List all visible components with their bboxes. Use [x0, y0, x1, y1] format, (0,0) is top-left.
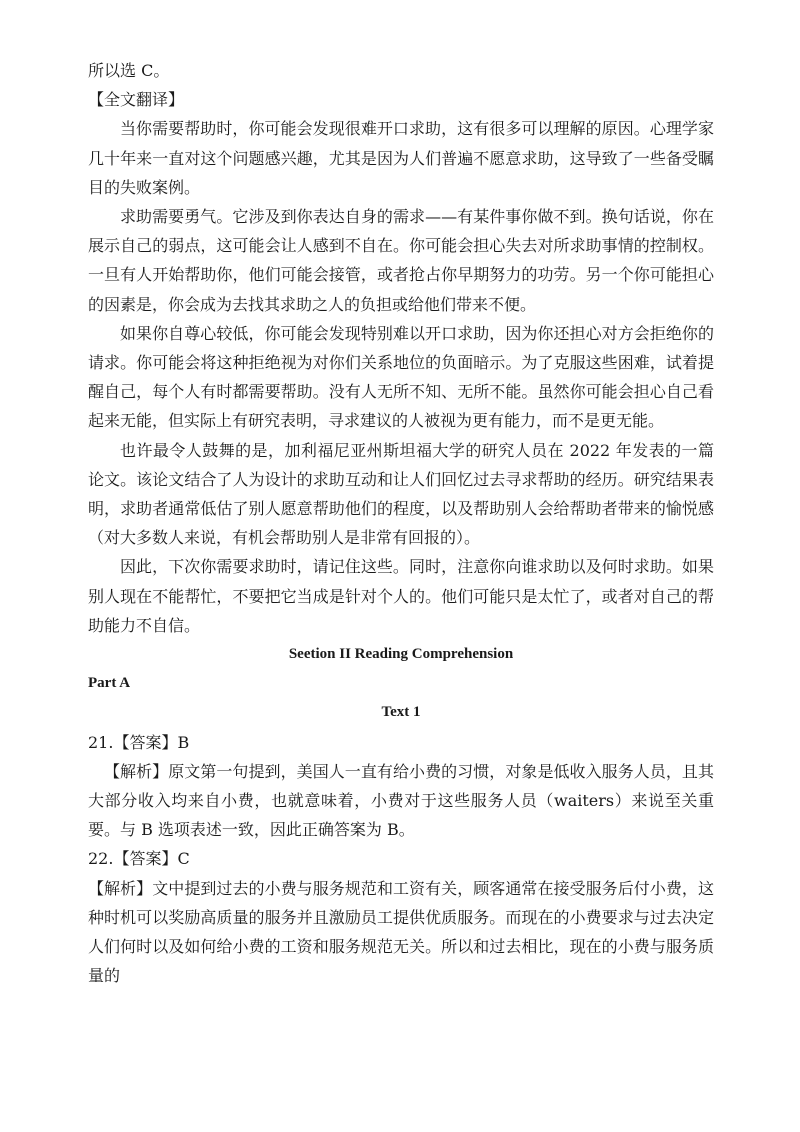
translation-header: 【全文翻译】 [88, 90, 185, 110]
translation-paragraph-2: 求助需要勇气。它涉及到你表达自身的需求——有某件事你做不到。换句话说，你在展示自己的弱点，这可能会让人感到不自在。你可能会担心失去对所求助事情的控制权。一旦有人开始帮助你，他们可能会接管，或者抢占你早期努力的功劳。另一个你可能担心的因素是，你会成为去找其求助之人的负担或给他们带来不便。 [88, 207, 714, 314]
q22-analysis: 【解析】文中提到过去的小费与服务规范和工资有关，顾客通常在接受服务后付小费，这种时机可以奖励高质量的服务并且激励员工提供优质服务。而现在的小费要求与过去决定人们何时以及如何给小费的工资和服务规范无关。所以和过去相比，现在的小费与服务质量的 [88, 878, 714, 986]
part-title: Part A [88, 675, 131, 692]
q22-answer: 22.【答案】C [88, 849, 190, 869]
previous-answer-conclusion: 所以选 C。 [88, 61, 170, 80]
document-body [88, 56, 714, 991]
translation-paragraph-1: 当你需要帮助时，你可能会发现很难开口求助，这有很多可以理解的原因。心理学家几十年来一直对这个问题感兴趣，尤其是因为人们普遍不愿意求助，这导致了一些备受瞩目的失败案例。 [88, 119, 714, 197]
q21-analysis: 【解析】原文第一句提到，美国人一直有给小费的习惯，对象是低收入服务人员，且其大部分收入均来自小费，也就意味着，小费对于这些服务人员（waiters）来说至关重要。与 B 选项表述一致，因此正确答案为 B。 [88, 761, 714, 840]
text-title: Text 1 [381, 704, 421, 721]
q21-answer: 21.【答案】B [88, 732, 190, 752]
translation-paragraph-4: 也许最令人鼓舞的是，加利福尼亚州斯坦福大学的研究人员在 2022 年发表的一篇论文。该论文结合了人为设计的求助互动和让人们回忆过去寻求帮助的经历。研究结果表明，求助者通常低估了别人愿意帮助他们的程度，以及帮助别人会给帮助者带来的愉悦感（对大多数人来说，有机会帮助别人是非常有回报的）。 [88, 440, 714, 548]
section-title: Seetion II Reading Comprehension [288, 646, 514, 663]
translation-paragraph-3: 如果你自尊心较低，你可能会发现特别难以开口求助，因为你还担心对方会拒绝你的请求。你可能会将这种拒绝视为对你们关系地位的负面暗示。为了克服这些困难，试着提醒自己，每个人有时都需要帮助。没有人无所不知、无所不能。虽然你可能会担心自己看起来无能，但实际上有研究表明，寻求建议的人被视为更有能力，而不是更无能。 [88, 323, 714, 431]
translation-paragraph-5: 因此，下次你需要求助时，请记住这些。同时，注意你向谁求助以及何时求助。如果别人现在不能帮忙，不要把它当成是针对个人的。他们可能只是太忙了，或者对自己的帮助能力不自信。 [88, 557, 714, 635]
